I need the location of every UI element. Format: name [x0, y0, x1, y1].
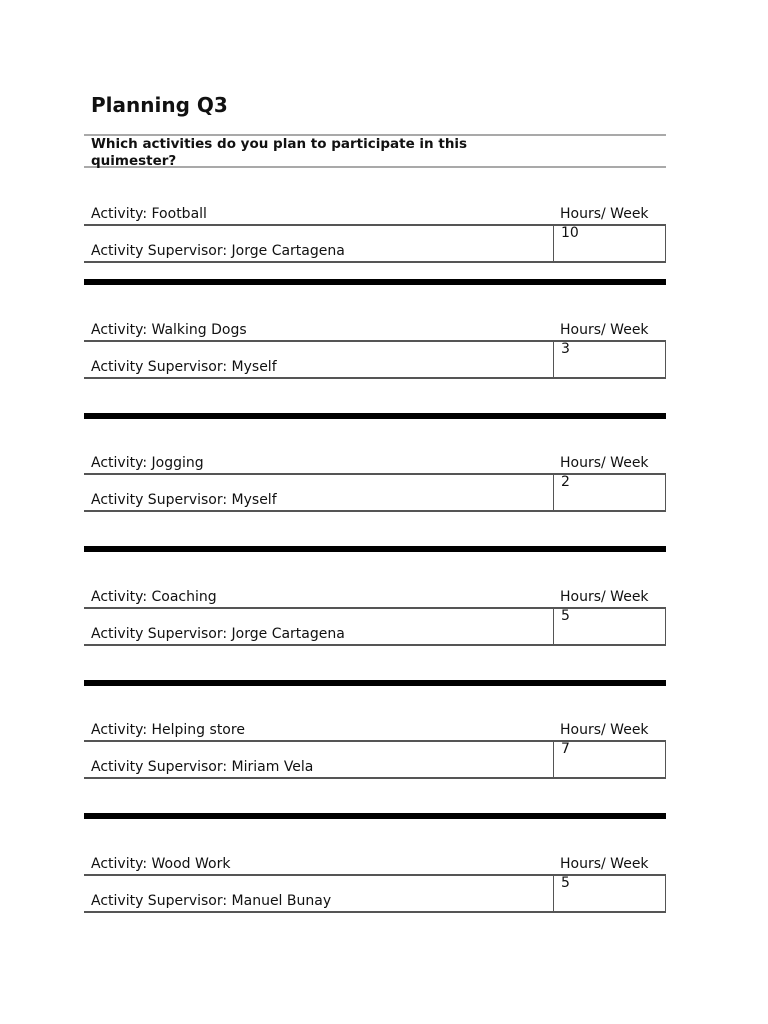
section-separator [84, 279, 666, 285]
hours-value: 3 [561, 341, 570, 357]
hours-label: Hours/ Week [560, 455, 649, 471]
hours-value: 5 [561, 608, 570, 624]
activity-block [84, 453, 666, 525]
hours-label: Hours/ Week [560, 856, 649, 872]
hours-field[interactable] [553, 224, 666, 262]
activity-name: Activity: Walking Dogs [91, 322, 247, 338]
hours-label: Hours/ Week [560, 722, 649, 738]
hours-label: Hours/ Week [560, 206, 649, 222]
activity-supervisor: Activity Supervisor: Jorge Cartagena [91, 243, 345, 259]
activity-supervisor: Activity Supervisor: Myself [91, 492, 277, 508]
activity-name: Activity: Coaching [91, 589, 217, 605]
hours-label: Hours/ Week [560, 322, 649, 338]
activity-name: Activity: Wood Work [91, 856, 231, 872]
page-title: Planning Q3 [91, 93, 228, 117]
section-separator [84, 680, 666, 686]
activity-supervisor: Activity Supervisor: Miriam Vela [91, 759, 314, 775]
hours-value: 2 [561, 474, 570, 490]
row-divider [84, 777, 666, 779]
row-divider [84, 377, 666, 379]
hours-field[interactable] [553, 473, 666, 511]
activity-block [84, 854, 666, 926]
activity-block [84, 587, 666, 659]
row-divider [84, 261, 666, 263]
question-row [84, 134, 666, 168]
activity-supervisor: Activity Supervisor: Manuel Bunay [91, 893, 332, 909]
activity-name: Activity: Football [91, 206, 207, 222]
activity-name: Activity: Jogging [91, 455, 204, 471]
activity-block [84, 204, 666, 276]
hours-field[interactable] [553, 874, 666, 912]
row-divider [84, 510, 666, 512]
hours-field[interactable] [553, 607, 666, 645]
row-divider [84, 911, 666, 913]
hours-field[interactable] [553, 340, 666, 378]
section-separator [84, 546, 666, 552]
section-separator [84, 413, 666, 419]
hours-field[interactable] [553, 740, 666, 778]
hours-value: 5 [561, 875, 570, 891]
section-separator [84, 813, 666, 819]
question-text: Which activities do you plan to participate in this quimester? [91, 136, 468, 169]
activity-block [84, 720, 666, 792]
row-divider [84, 644, 666, 646]
hours-value: 7 [561, 741, 570, 757]
activity-name: Activity: Helping store [91, 722, 245, 738]
activity-supervisor: Activity Supervisor: Myself [91, 359, 277, 375]
hours-label: Hours/ Week [560, 589, 649, 605]
activity-block [84, 320, 666, 392]
activity-supervisor: Activity Supervisor: Jorge Cartagena [91, 626, 345, 642]
hours-value: 10 [561, 225, 579, 241]
